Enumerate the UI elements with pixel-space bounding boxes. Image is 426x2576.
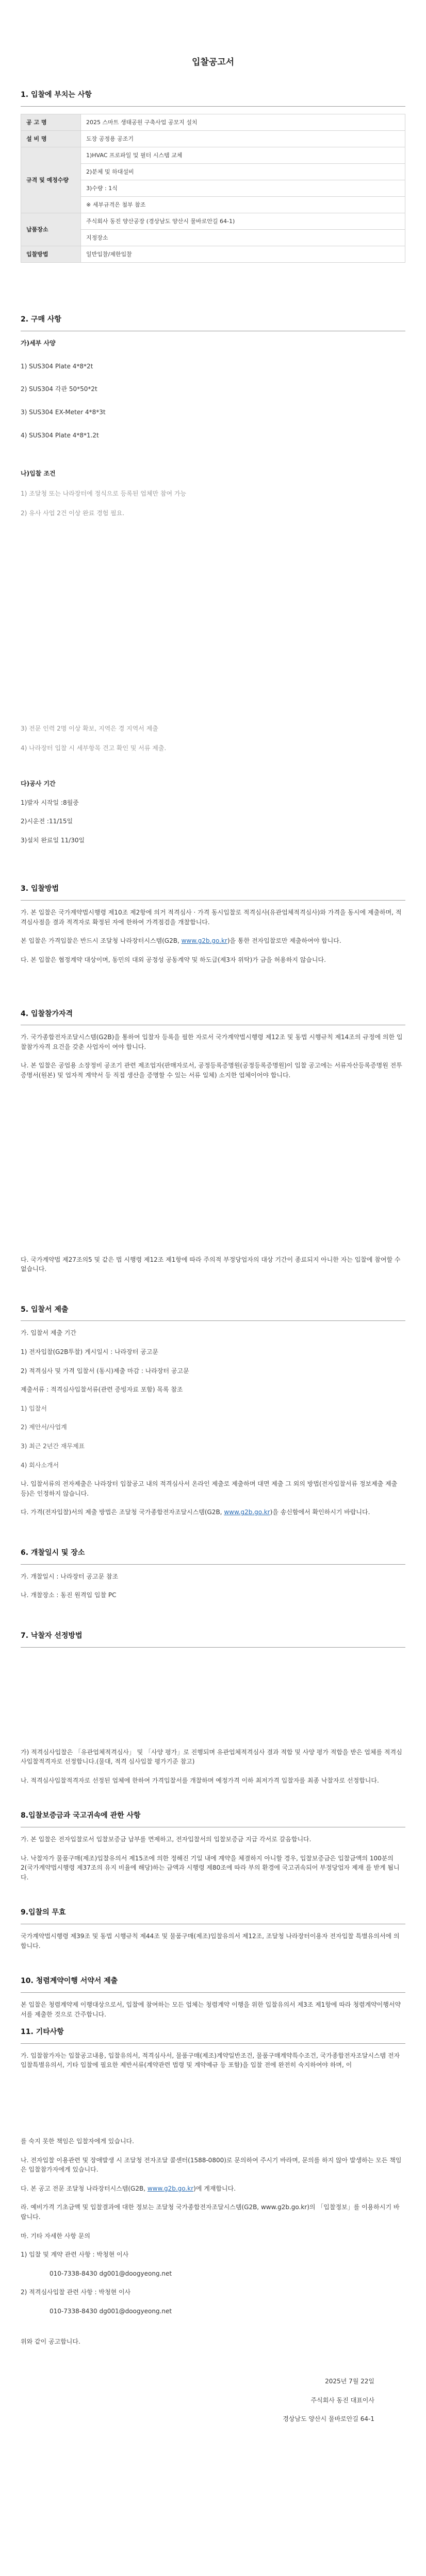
g2b-link[interactable]: www.g2b.go.kr [147, 2184, 194, 2192]
row-value: 1)HVAC 프로파일 및 필터 시스템 교체 [81, 147, 405, 164]
paragraph: 제출서류 : 적격심사입찰서류(관련 증빙자료 포함) 목록 참조 [21, 1386, 183, 1394]
schedule-subheading: 다)공사 기간 [21, 780, 56, 788]
section-1-heading: 1. 입찰에 부치는 사항 [21, 91, 92, 99]
condition-item: 4) 나라장터 입찰 시 세부항목 견고 확인 및 서류 제출. [21, 744, 167, 752]
bid-info-table [21, 114, 405, 263]
divider [21, 1647, 405, 1648]
paragraph: 2) 적격심사입찰 관련 사항 : 박청현 이사 [21, 2289, 131, 2296]
divider [21, 1564, 405, 1565]
row-value: 도장 공정용 공조기 [81, 131, 405, 147]
section-5-heading: 5. 입찰서 제출 [21, 1305, 69, 1314]
schedule-item: 1)발자 시작일 :8월중 [21, 799, 79, 806]
row-value: 3)수량 : 1식 [81, 180, 405, 197]
contact-line: 010-7338-8430 dg001@doogyeong.net [50, 2307, 172, 2315]
divider [21, 2043, 405, 2044]
paragraph: 가. 입찰서 제출 기간 [21, 1329, 76, 1337]
section-3-heading: 3. 입찰방법 [21, 885, 59, 893]
paragraph: 다. 본 입찰은 협정계약 대상이며, 동민의 대외 공정성 공동계약 및 하도급(제3자 위탁)가 금을 허용하지 않습니다. [21, 956, 326, 963]
paragraph: 마. 기타 자세한 사항 문의 [21, 2232, 90, 2240]
schedule-item: 2)시운전 :11/15일 [21, 818, 73, 825]
company-name: 주식회사 동진 대표이사 [310, 2396, 374, 2404]
table-row [21, 114, 405, 131]
table-row [21, 213, 405, 230]
section-6-heading: 6. 개찰일시 및 장소 [21, 1548, 85, 1557]
paragraph: 가. 국가종합전자조달시스템(G2B)을 통하여 입찰자 등록을 필한 자로서 국가계약법시행령 제12조 및 동법 시행규칙 제14조의 규정에 의한 입찰참가자격 요건을 갖춘 사업자이 여야 합니다. [21, 1033, 403, 1050]
document-item: 2) 제안서/사업계 [21, 1423, 67, 1431]
paragraph: 다. 가격(전자입찰)서의 제출 방법은 조달청 국가종합전자조달시스템(G2B, www.g2b.go.kr)을 송신함에서 확인하시기 바랍니다. [21, 1509, 370, 1516]
paragraph: 국가계약법시행령 제39조 및 동법 시행규칙 제44조 및 물품구매(제조)입찰유의서 제12조, 조달청 나라장터이용자 전자입찰 특별유의서에 의합니다. [21, 1933, 400, 1950]
section-9-heading: 9.입찰의 무효 [21, 1908, 66, 1917]
paragraph: 가. 개찰일시 : 나라장터 공고문 참조 [21, 1572, 119, 1580]
row-label: 입찰방법 [21, 246, 81, 263]
notice-document [21, 0, 405, 2424]
paragraph: 본 입찰은 가격입찰은 반드시 조달청 나라장터시스템(G2B, www.g2b.go.kr)을 통한 전자입찰로만 제출하여야 합니다. [21, 937, 341, 945]
section-7-heading: 7. 낙찰자 선정방법 [21, 1631, 83, 1640]
condition-item: 2) 유사 사업 2건 이상 완료 경험 필요. [21, 510, 125, 517]
paragraph: 1) 전자입찰(G2B투찰) 게시일시 : 나라장터 공고문 [21, 1348, 159, 1356]
divider [21, 106, 405, 107]
paragraph: 나. 적격심사입찰적격자로 선정된 업체에 한하여 가격입찰서를 개찰하며 예정가격 이하 최저가격 입찰자를 최종 낙찰자로 선정합니다. [21, 1776, 379, 1784]
row-value: 2025 스마트 생태공원 구축사업 공모지 설치 [81, 114, 405, 131]
g2b-link[interactable]: www.g2b.go.kr [224, 1509, 270, 1516]
paragraph: 나. 전자입찰 이용관련 및 장애발생 시 조달청 전자조달 콜센터(1588-0800)로 문의하여 주시기 바라며, 문의를 하지 않아 발생하는 모든 책임은 입찰참가자에게 있습니다. [21, 2156, 402, 2174]
paragraph: 나. 낙찰자가 물품구매(제조)입찰유의서 제15조에 의한 정해진 기일 내에 계약을 체결하지 아니할 경우, 입찰보증금은 입찰금액의 100분의 2(국가계약법시행령 제37조의 유지 비율에 해당)하는 금액과 시행령 제80조에 따라 부의 환경에 국고귀속되어 부정당업자 제재 를 받게 됩니다. [21, 1854, 400, 1881]
paragraph: 가. 입찰참가자는 입찰공고내용, 입찰유의서, 적격심사서, 물품구매(제조)계약일반조건, 물품구매계약특수조건, 국가종합전자조달시스템 전자입찰특별유의서, 기타 입찰에 필요한 제반서류(계약관련 법령 및 계약예규 등 포함)을 입찰 전에 완전히 숙지하여야 하며, 이 [21, 2052, 400, 2069]
row-value: 일반입찰/제한입찰 [81, 246, 405, 263]
document-item: 1) 입찰서 [21, 1404, 47, 1412]
document-item: 3) 최근 2년간 재무제표 [21, 1443, 85, 1450]
paragraph: 나. 입찰서류의 전자제출은 나라장터 입찰공고 내의 적격심사서 온라인 제출로 제출하며 대면 제출 그 외의 방법(전자입찰서류 정보제출 제출 등)은 인정하지 않습니다. [21, 1480, 398, 1497]
schedule-item: 3)설치 완료일 11/30일 [21, 836, 85, 844]
paragraph: 다. 본 공고 전문 조달청 나라장터시스템(G2B, www.g2b.go.kr)에 게재합니다. [21, 2184, 236, 2192]
row-value: 지정장소 [81, 230, 405, 246]
divider [21, 1320, 405, 1321]
spec-item: 3) SUS304 EX-Meter 4*8*3t [21, 408, 106, 416]
document-item: 4) 회사소개서 [21, 1461, 59, 1469]
paragraph: 나. 개찰장소 : 동진 원격입 입찰 PC [21, 1591, 117, 1599]
condition-item: 1) 조달청 또는 나라장터에 정식으로 등록된 업체만 참여 가능 [21, 489, 187, 497]
g2b-link[interactable]: www.g2b.go.kr [181, 937, 227, 945]
row-label: 설 비 명 [21, 131, 81, 147]
paragraph: 를 숙지 못한 책임은 입찰자에게 있습니다. [21, 2138, 134, 2145]
spec-subheading: 가)세부 사양 [21, 340, 56, 347]
spec-item: 1) SUS304 Plate 4*8*2t [21, 362, 93, 370]
paragraph: 가) 적격심사입찰은 「유관업체적격심사」 및 「사양 평가」로 진행되며 유관업체적격심사 결과 적합 및 사양 평가 적합을 받은 업체를 적격심사입찰적격자로 선정합니다.(물대, 적격 심사입찰 평가기준 참고) [21, 1748, 402, 1766]
table-row [21, 131, 405, 147]
row-value: 주식회사 동진 양산공장 (경상남도 양산시 물바로안길 64-1) [81, 213, 405, 230]
document-title: 입찰공고서 [191, 57, 235, 67]
row-value: ※ 세부규격은 첨부 참조 [81, 197, 405, 213]
company-address: 경상남도 양산시 물바로안길 64-1 [283, 2415, 374, 2423]
paragraph: 나. 본 입찰은 공업용 소장정비 공조기 관련 제조업자(판매자로서, 공정등록증명원(공정등록증명원)이 입찰 공고에는 서류자산등록증명원 전투증명서(원본) 및 업자적 계약서 등 직접 생산을 증명할 수 있는 서류 일체) 소지한 업체이어야 합니다. [21, 1062, 402, 1079]
table-row [21, 147, 405, 164]
spec-item: 2) SUS304 각관 50*50*2t [21, 385, 97, 393]
section-11-heading: 11. 기타사항 [21, 2028, 64, 2037]
paragraph: 가. 본 입찰은 전자입찰로서 입찰보증금 납부를 면제하고, 전자입찰서의 입찰보증금 지급 각서로 갈음합니다. [21, 1836, 312, 1843]
condition-subheading: 나)입찰 조건 [21, 470, 56, 478]
paragraph: 본 입찰은 청렴계약제 이행대상으로서, 입찰에 참여하는 모든 업체는 청렴계약 이행을 위한 입찰유의서 제3조 제1항에 따라 청렴계약이행서약서를 제출한 것으로 간주합니다. [21, 2001, 401, 2018]
table-row [21, 246, 405, 263]
notice-date: 2025년 7월 22일 [325, 2378, 374, 2385]
section-4-heading: 4. 입찰참가자격 [21, 1009, 73, 1018]
row-value: 2)분체 및 하대설비 [81, 164, 405, 180]
row-label: 납품장소 [21, 213, 81, 246]
section-8-heading: 8.입찰보증금과 국고귀속에 관한 사항 [21, 1811, 141, 1820]
row-label: 규격 및 예정수량 [21, 147, 81, 213]
paragraph: 위와 같이 공고합니다. [21, 2337, 80, 2345]
contact-line: 010-7338-8430 dg001@doogyeong.net [50, 2269, 172, 2277]
section-2-heading: 2. 구매 사항 [21, 315, 61, 324]
divider [21, 1992, 405, 1993]
condition-item: 3) 전문 인력 2명 이상 확보, 지역은 경 지역서 제출 [21, 724, 158, 732]
paragraph: 가. 본 입찰은 국가계약법시행령 제10조 제2항에 의거 적격심사 · 가격 동시입찰로 적격심사(유관업체적격심사)와 가격을 동시에 제출하며, 적격심사점을 결과 적격자로 확정된 자에 한하여 가격점검을 개찰합니다. [21, 909, 402, 926]
paragraph: 다. 국가계약법 제27조의5 및 같은 법 시행령 제12조 제1항에 따라 주의적 부정당업자의 대상 기간이 종료되지 아니한 자는 입찰에 참여할 수 없습니다. [21, 1256, 401, 1273]
section-10-heading: 10. 청렴계약이행 서약서 제출 [21, 1977, 118, 1986]
divider [21, 900, 405, 901]
paragraph: 1) 입찰 및 계약 관련 사항 : 박청현 이사 [21, 2251, 129, 2259]
spec-item: 4) SUS304 Plate 4*8*1.2t [21, 431, 99, 439]
paragraph: 2) 적격심사 및 가격 입찰서 (동시)제출 마감 : 나라장터 공고문 [21, 1367, 189, 1375]
row-label: 공 고 명 [21, 114, 81, 131]
paragraph: 라. 예비가격 기초금액 및 입찰결과에 대한 정보는 조달청 국가종합전자조달시스템(G2B, www.g2b.go.kr)의 「입찰정보」를 이용하시기 바랍니다. [21, 2204, 400, 2221]
